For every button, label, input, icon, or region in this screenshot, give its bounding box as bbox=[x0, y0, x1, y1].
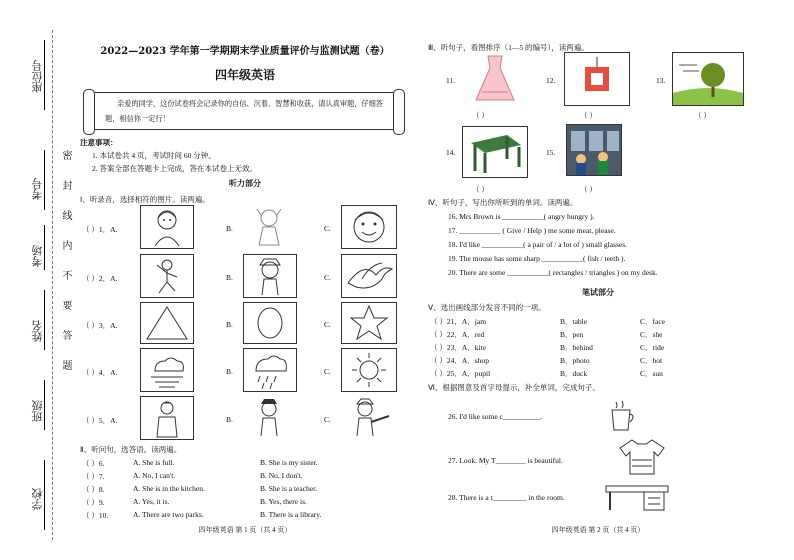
class-line bbox=[44, 380, 45, 430]
option-b-label: B. bbox=[226, 367, 233, 376]
part1-title: Ⅰ、听录音，选择相符的图片。读两遍。 bbox=[80, 195, 210, 204]
school-line bbox=[44, 460, 45, 530]
note-item: 2. 答案全部在答题卡上完成，答在本试卷上无效。 bbox=[92, 164, 257, 173]
option-b-label: B. bbox=[226, 320, 233, 329]
answer-b: B. There is a library. bbox=[260, 510, 322, 519]
label-class: 班级 bbox=[31, 400, 44, 422]
option-b-label: B. bbox=[226, 273, 233, 282]
picture-option-c bbox=[341, 396, 397, 440]
intro-text: 亲爱的同学，这份试卷将会记录你的自信、沉着、智慧和收获，请认真审题，仔细答题，相信你一定行！ bbox=[105, 100, 383, 123]
question-number: （ ）7. bbox=[82, 472, 105, 481]
part4-title: Ⅳ、听句子，写出你所听到的单词。读两遍。 bbox=[428, 198, 578, 207]
phonics-option-c: C．face bbox=[640, 317, 665, 326]
picture-square bbox=[564, 52, 630, 106]
answer-a: A. She is in the kitchen. bbox=[133, 484, 205, 493]
answer-b: B. She is a teacher. bbox=[260, 484, 318, 493]
rainy-weather-icon bbox=[244, 349, 296, 391]
answer-blank: （ ） bbox=[472, 185, 489, 194]
picture-option-a bbox=[140, 348, 194, 392]
phonics-option-b: B．pen bbox=[560, 330, 584, 339]
phonics-item: （ ）25．A．pupil bbox=[430, 369, 491, 378]
coffee-cup-icon bbox=[604, 398, 640, 434]
answer-b: B. Yes, there is. bbox=[260, 497, 307, 506]
option-c-label: C. bbox=[324, 320, 331, 329]
label-exam-no: 考号 bbox=[31, 178, 44, 200]
phonics-item: （ ）23．A．kite bbox=[430, 343, 487, 352]
picture-bus-scene bbox=[566, 124, 622, 176]
picture-number: 15. bbox=[546, 148, 556, 157]
answer-blank: （ ） bbox=[472, 111, 489, 120]
phonics-option-c: C．ride bbox=[640, 343, 665, 352]
question-number: （ ）5．A. bbox=[82, 416, 118, 425]
phonics-option-b: B．duck bbox=[560, 369, 588, 378]
question-number: （ ）9. bbox=[82, 498, 105, 507]
part5-title: Ⅴ、选出画线部分发音不同的一项。 bbox=[428, 303, 546, 312]
girl-sleeping-icon bbox=[243, 205, 295, 247]
phonics-option-c: C．hot bbox=[640, 356, 663, 365]
seal-char: 线 bbox=[60, 210, 71, 220]
written-heading: 笔试部分 bbox=[582, 288, 614, 297]
fill-item: 20. There are some ___________( rectangles / triangles ) on my desk. bbox=[448, 268, 658, 277]
desk-icon bbox=[604, 482, 670, 512]
picture-option-c bbox=[341, 254, 397, 298]
seal-line bbox=[52, 30, 53, 540]
picture-option-a bbox=[140, 396, 194, 440]
note-item: 1. 本试卷共 4 页，考试时间 60 分钟。 bbox=[92, 151, 216, 160]
exam-title: 2022—2023 学年第一学期期末学业质量评价与监测试题（卷） bbox=[100, 46, 390, 57]
answer-b: B. She is my sister. bbox=[260, 458, 318, 467]
phonics-item: （ ）21．A．jam bbox=[430, 317, 487, 326]
police-officer-icon bbox=[243, 396, 295, 438]
part2-title: Ⅱ、听问句，选答语。读两遍。 bbox=[80, 445, 182, 454]
firefighter-icon bbox=[341, 396, 395, 438]
boy-with-hat-icon bbox=[244, 255, 296, 297]
answer-a: A. Yes, it is. bbox=[133, 497, 170, 506]
picture-tshirt bbox=[618, 436, 666, 476]
fill-item: 17. ___________ ( Give / Help ) me some meat, please. bbox=[448, 226, 616, 235]
option-c-label: C. bbox=[324, 273, 331, 282]
intro-box bbox=[86, 92, 402, 130]
option-c-label: C. bbox=[324, 415, 331, 424]
question-number: （ ）6. bbox=[82, 459, 105, 468]
picture-dress bbox=[462, 52, 528, 104]
oval-icon bbox=[244, 303, 296, 343]
bus-passengers-icon bbox=[567, 125, 621, 175]
picture-wind-scene bbox=[672, 52, 744, 106]
seal-char: 不 bbox=[60, 270, 71, 280]
triangle-icon bbox=[141, 303, 193, 343]
binding-strip bbox=[0, 0, 80, 560]
scroll-curl bbox=[83, 89, 95, 135]
fill-item: 19. The mouse has some sharp ___________( fish / teeth ). bbox=[448, 254, 626, 263]
picture-option-b bbox=[243, 302, 297, 344]
seal-char: 内 bbox=[60, 240, 71, 250]
doctor-icon bbox=[141, 397, 193, 439]
smiling-face-icon bbox=[342, 206, 396, 248]
question-number: （ ）1．A. bbox=[82, 225, 118, 234]
exam-room-line bbox=[44, 225, 45, 270]
answer-a: A. She is full. bbox=[133, 458, 175, 467]
complete-item: 26. I'd like some c__________. bbox=[448, 412, 543, 421]
picture-option-b bbox=[243, 396, 297, 440]
answer-blank: （ ） bbox=[580, 185, 597, 194]
fill-item: 16. Mrs Brown is ___________( angry hungry ). bbox=[448, 212, 595, 221]
scroll-curl bbox=[393, 89, 405, 135]
option-b-label: B. bbox=[226, 415, 233, 424]
label-school: 学校 bbox=[31, 488, 44, 510]
seal-char: 答 bbox=[60, 330, 71, 340]
answer-blank: （ ） bbox=[580, 111, 597, 120]
question-number: （ ）8. bbox=[82, 485, 105, 494]
option-b-label: B. bbox=[226, 224, 233, 233]
exam-no-line bbox=[44, 150, 45, 210]
tshirt-icon bbox=[618, 436, 666, 476]
dress-icon bbox=[462, 52, 528, 104]
answer-a: A. No, I can't. bbox=[133, 471, 176, 480]
seal-char: 封 bbox=[60, 180, 71, 190]
label-seat: 座位号 bbox=[31, 60, 44, 93]
answer-a: A. There are two parks. bbox=[133, 510, 204, 519]
part3-title: Ⅲ、听句子，看图排序（1—5 的编号），读两遍。 bbox=[428, 43, 589, 52]
question-number: （ ）10. bbox=[82, 511, 109, 520]
bird-icon bbox=[342, 255, 396, 297]
windy-tree-icon bbox=[673, 53, 743, 105]
question-number: （ ）2．A. bbox=[82, 274, 118, 283]
picture-number: 14. bbox=[446, 148, 456, 157]
phonics-item: （ ）24．A．shop bbox=[430, 356, 489, 365]
picture-option-c bbox=[341, 348, 397, 392]
phonics-option-b: B．behind bbox=[560, 343, 593, 352]
seal-char: 要 bbox=[60, 300, 71, 310]
picture-option-a bbox=[140, 254, 194, 298]
picture-option-b bbox=[243, 348, 297, 392]
picture-number: 11. bbox=[446, 76, 456, 85]
phonics-option-b: B．table bbox=[560, 317, 588, 326]
seal-char: 密 bbox=[60, 150, 71, 160]
phonics-option-c: C．she bbox=[640, 330, 663, 339]
table-icon bbox=[463, 127, 527, 177]
windy-weather-icon bbox=[141, 349, 193, 391]
picture-table bbox=[462, 126, 528, 178]
name-line bbox=[44, 290, 45, 350]
picture-option-b bbox=[243, 254, 297, 298]
answer-b: B. No, I don't. bbox=[260, 471, 303, 480]
phonics-option-b: B．photo bbox=[560, 356, 590, 365]
phonics-item: （ ）22．A．red bbox=[430, 330, 485, 339]
picture-option-a bbox=[140, 302, 194, 344]
star-icon bbox=[342, 303, 396, 343]
seat-line bbox=[44, 40, 45, 110]
option-c-label: C. bbox=[324, 367, 331, 376]
picture-option-b bbox=[243, 205, 297, 249]
label-exam-room: 考场 bbox=[31, 245, 44, 267]
notes-heading: 注意事项： bbox=[80, 138, 118, 147]
seal-char: 题 bbox=[60, 360, 71, 370]
picture-number: 13. bbox=[656, 76, 666, 85]
picture-option-c bbox=[341, 302, 397, 344]
complete-item: 28. There is a t_________ in the room. bbox=[448, 493, 565, 502]
kid-jumping-icon bbox=[141, 255, 193, 297]
picture-option-a bbox=[140, 205, 194, 249]
label-name: 姓名 bbox=[31, 320, 44, 342]
girl-thinking-icon bbox=[141, 206, 193, 248]
question-number: （ ）3．A. bbox=[82, 321, 118, 330]
answer-blank: （ ） bbox=[694, 111, 711, 120]
picture-number: 12. bbox=[546, 76, 556, 85]
question-number: （ ）4．A. bbox=[82, 368, 118, 377]
phonics-option-c: C．sun bbox=[640, 369, 663, 378]
page-footer-right: 四年级英语 第 2 页（共 4 页） bbox=[551, 526, 645, 534]
part6-title: Ⅵ、根据图意及首字母提示，补全单词，完成句子。 bbox=[428, 383, 600, 392]
option-c-label: C. bbox=[324, 224, 331, 233]
complete-item: 27. Look. My T________ is beautiful. bbox=[448, 456, 563, 465]
page-footer-left: 四年级英语 第 1 页（共 4 页） bbox=[198, 526, 292, 534]
red-square-icon bbox=[565, 53, 629, 105]
listening-heading: 听力部分 bbox=[229, 179, 261, 188]
fill-item: 18. I'd like ___________( a pair of / a lot of ) small glasses. bbox=[448, 240, 628, 249]
picture-option-c bbox=[341, 205, 397, 249]
picture-desk bbox=[604, 482, 670, 512]
picture-coffee bbox=[604, 398, 640, 434]
sunny-weather-icon bbox=[342, 349, 396, 391]
exam-subtitle: 四年级英语 bbox=[214, 68, 275, 82]
